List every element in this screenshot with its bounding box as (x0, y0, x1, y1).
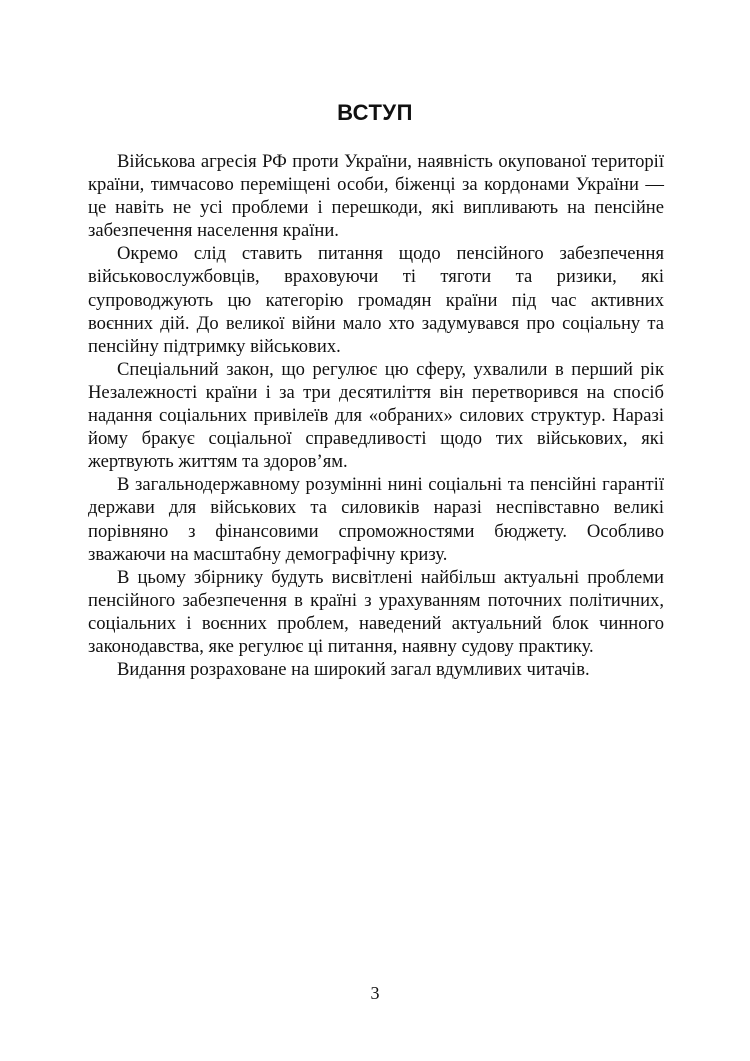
paragraph-3: Спеціальний закон, що регулює цю сферу, ухвалили в перший рік Незалежності країни і за три десятиліття він перетворився на спосіб надання соціальних привілеїв для «обраних» силових структур. Наразі йому бракує соціальної справедливості щодо тих військових, які жертвують життям та здоров’ям. (88, 358, 664, 473)
paragraph-1: Військова агресія РФ проти України, наявність окупованої території країни, тимчасово переміщені особи, біженці за кордонами України — це навіть не усі проблеми і перешкоди, які випливають на пенсійне забезпечення населення країни. (88, 151, 664, 242)
page-number: 3 (370, 983, 380, 1003)
paragraph-4: В загальнодержавному розумінні нині соціальні та пенсійні гарантії держави для військових та силовиків наразі неспівставно великі порівняно з фінансовими спроможностями бюджету. Особливо зважаючи на масштабну демографічну кризу. (88, 474, 664, 565)
paragraph-6: Видання розраховане на широкий загал вдумливих читачів. (117, 659, 590, 681)
page-title: ВСТУП (337, 100, 413, 125)
paragraph-5: В цьому збірнику будуть висвітлені найбільш актуальні проблеми пенсійного забезпечення в країні з урахуванням поточних політичних, соціальних і воєнних проблем, наведений актуальний блок чинного законодавства, яке регулює ці питання, наявну судову практику. (88, 566, 664, 657)
paragraph-2: Окремо слід ставить питання щодо пенсійного забезпечення військовослужбовців, враховуючи ті тяготи та ризики, які супроводжують цю категорію громадян країни під час активних воєнних дій. До великої війни мало хто задумувався про соціальну та пенсійну підтримку військових. (88, 243, 664, 357)
body-text (88, 150, 664, 681)
